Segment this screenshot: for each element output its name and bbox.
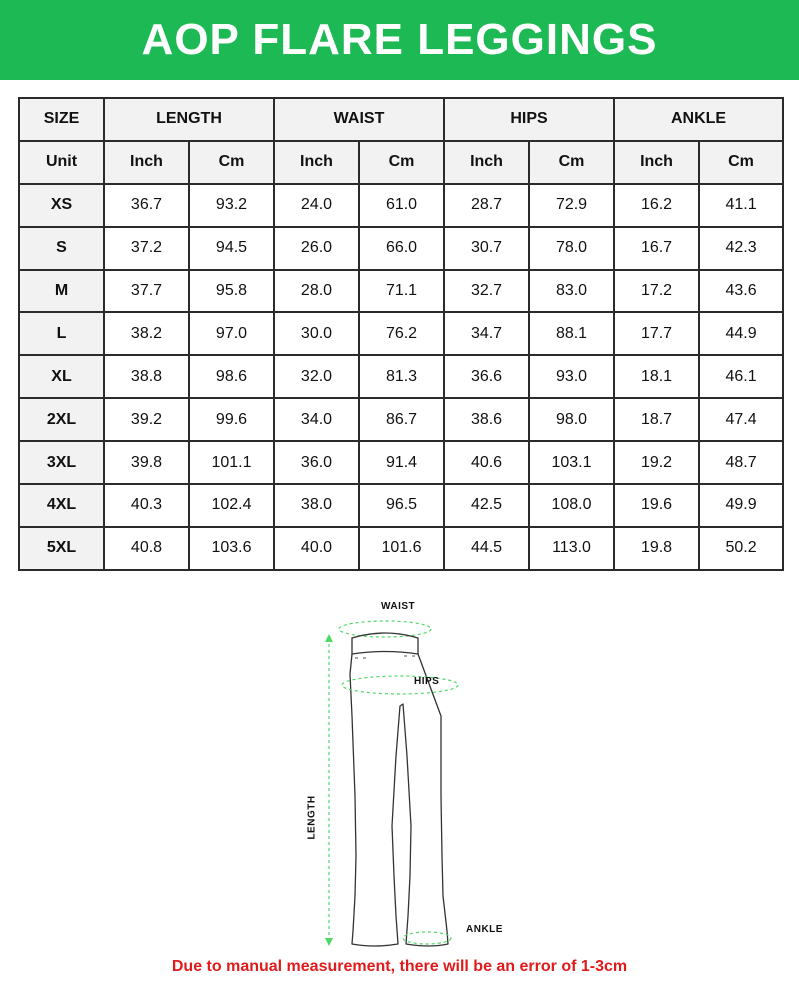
measurement-cell: 24.0 [274,184,359,227]
unit-header: Cm [529,141,614,184]
measurement-cell: 37.7 [104,270,189,313]
measurement-cell: 76.2 [359,312,444,355]
measurement-cell: 83.0 [529,270,614,313]
unit-header: Cm [189,141,274,184]
measurement-cell: 71.1 [359,270,444,313]
leggings-outline [300,596,520,956]
measurement-cell: 19.8 [614,527,699,570]
length-arrow-bottom [325,938,333,946]
group-header-hips: HIPS [444,98,614,141]
measurement-cell: 38.2 [104,312,189,355]
table-row [19,355,783,398]
ankle-label: ANKLE [466,924,503,935]
size-cell: M [19,270,104,313]
measurement-cell: 103.1 [529,441,614,484]
measurement-note: Due to manual measurement, there will be an error of 1-3cm [171,958,628,975]
measurement-cell: 19.6 [614,484,699,527]
measurement-cell: 36.7 [104,184,189,227]
measurement-cell: 43.6 [699,270,783,313]
measurement-cell: 26.0 [274,227,359,270]
size-header: SIZE [19,98,104,141]
measurement-cell: 95.8 [189,270,274,313]
measurement-cell: 17.2 [614,270,699,313]
size-cell: S [19,227,104,270]
size-cell: 3XL [19,441,104,484]
measurement-cell: 40.8 [104,527,189,570]
waist-label: WAIST [381,601,416,612]
measurement-cell: 38.8 [104,355,189,398]
group-header-waist: WAIST [274,98,444,141]
measurement-cell: 86.7 [359,398,444,441]
measurement-cell: 81.3 [359,355,444,398]
size-cell: 2XL [19,398,104,441]
measurement-cell: 16.2 [614,184,699,227]
measurement-cell: 93.0 [529,355,614,398]
size-cell: 4XL [19,484,104,527]
size-cell: XL [19,355,104,398]
length-label: LENGTH [306,795,318,840]
group-header-ankle: ANKLE [614,98,783,141]
measurement-cell: 40.0 [274,527,359,570]
title-banner [0,0,799,80]
size-chart-table [18,97,784,571]
measurement-cell: 34.7 [444,312,529,355]
measurement-cell: 88.1 [529,312,614,355]
table-row [19,184,783,227]
table-row [19,484,783,527]
size-cell: 5XL [19,527,104,570]
measurement-cell: 37.2 [104,227,189,270]
measurement-cell: 113.0 [529,527,614,570]
measurement-cell: 28.0 [274,270,359,313]
measurement-cell: 50.2 [699,527,783,570]
size-cell: XS [19,184,104,227]
unit-header: Cm [699,141,783,184]
hips-label: HIPS [414,676,440,687]
table-row [19,227,783,270]
unit-header: Inch [274,141,359,184]
measurement-cell: 38.6 [444,398,529,441]
measurement-cell: 40.6 [444,441,529,484]
measurement-cell: 102.4 [189,484,274,527]
measurement-cell: 96.5 [359,484,444,527]
measurement-cell: 101.1 [189,441,274,484]
measurement-cell: 30.0 [274,312,359,355]
length-arrow-top [325,634,333,642]
measurement-cell: 48.7 [699,441,783,484]
measurement-cell: 108.0 [529,484,614,527]
table-row [19,527,783,570]
measurement-cell: 34.0 [274,398,359,441]
measurement-cell: 99.6 [189,398,274,441]
size-cell: L [19,312,104,355]
measurement-cell: 39.8 [104,441,189,484]
group-header-length: LENGTH [104,98,274,141]
measurement-cell: 49.9 [699,484,783,527]
measurement-cell: 28.7 [444,184,529,227]
page-title: AOP FLARE LEGGINGS [141,15,658,64]
unit-header: Inch [444,141,529,184]
measurement-cell: 18.1 [614,355,699,398]
measurement-cell: 97.0 [189,312,274,355]
unit-header: Inch [614,141,699,184]
ankle-measure-line [403,932,451,944]
measurement-cell: 94.5 [189,227,274,270]
measurement-cell: 42.3 [699,227,783,270]
table-header-row [19,98,783,141]
measurement-cell: 91.4 [359,441,444,484]
measurement-cell: 78.0 [529,227,614,270]
hips-measure-line [342,676,458,694]
measurement-cell: 30.7 [444,227,529,270]
legs-outline [350,654,448,946]
measurement-cell: 47.4 [699,398,783,441]
measurement-cell: 72.9 [529,184,614,227]
measurement-cell: 103.6 [189,527,274,570]
measurement-cell: 38.0 [274,484,359,527]
unit-label: Unit [19,141,104,184]
measurement-cell: 44.9 [699,312,783,355]
waist-measure-line [339,621,431,637]
measurement-cell: 39.2 [104,398,189,441]
size-rows [19,184,783,570]
measurement-cell: 32.0 [274,355,359,398]
unit-row [19,141,783,184]
measurement-cell: 44.5 [444,527,529,570]
measurement-cell: 19.2 [614,441,699,484]
table-row [19,441,783,484]
measurement-cell: 36.6 [444,355,529,398]
stitch-marks [355,656,415,658]
measurement-cell: 93.2 [189,184,274,227]
measurement-cell: 40.3 [104,484,189,527]
measurement-cell: 46.1 [699,355,783,398]
unit-header: Inch [104,141,189,184]
measurement-cell: 98.0 [529,398,614,441]
measurement-cell: 42.5 [444,484,529,527]
measurement-cell: 66.0 [359,227,444,270]
table-row [19,312,783,355]
measurement-cell: 98.6 [189,355,274,398]
leggings-diagram [300,596,520,956]
measurement-cell: 41.1 [699,184,783,227]
measurement-cell: 61.0 [359,184,444,227]
measurement-cell: 16.7 [614,227,699,270]
measurement-cell: 18.7 [614,398,699,441]
table-row [19,270,783,313]
measurement-cell: 32.7 [444,270,529,313]
measurement-cell: 36.0 [274,441,359,484]
measurement-cell: 101.6 [359,527,444,570]
table-row [19,398,783,441]
measurement-cell: 17.7 [614,312,699,355]
unit-header: Cm [359,141,444,184]
